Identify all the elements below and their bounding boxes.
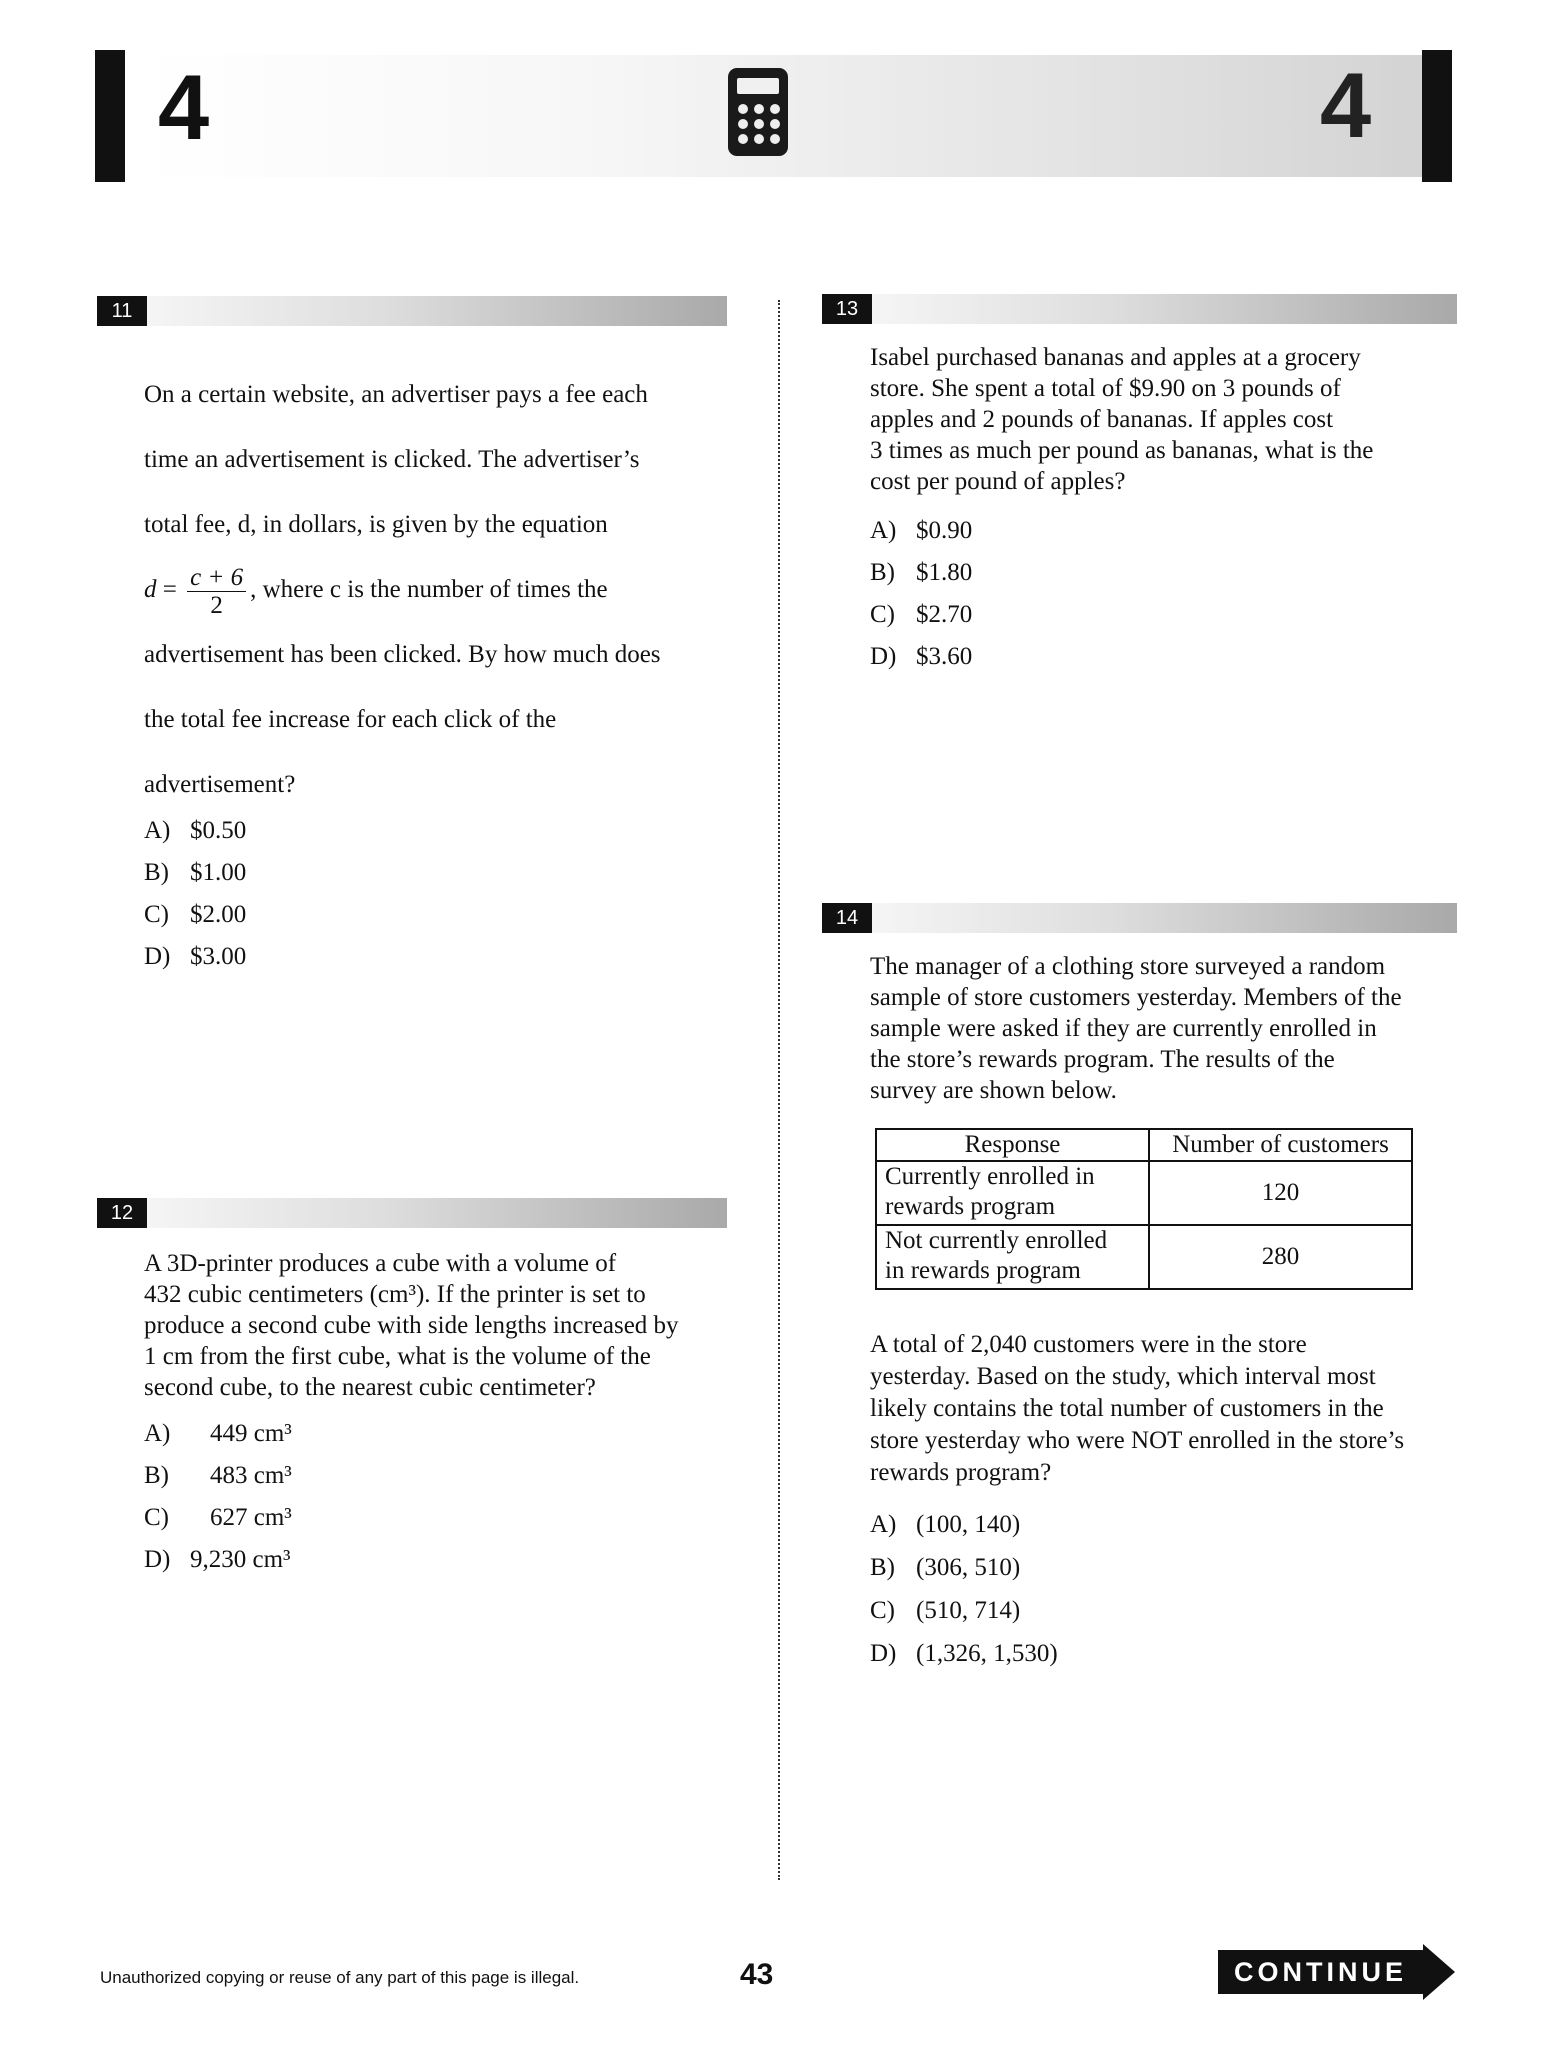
section-number-left: 4 (158, 57, 210, 159)
choice-value: 9,230 cm³ (190, 1546, 291, 1573)
answer-choice[interactable] (870, 594, 972, 636)
answer-choice[interactable] (870, 1632, 1058, 1675)
q12-line: second cube, to the nearest cubic centimeter? (144, 1374, 596, 1401)
answer-choice[interactable] (144, 1413, 292, 1455)
question-11-choices (144, 810, 246, 978)
choice-value: (100, 140) (916, 1511, 1021, 1538)
choice-value: $1.80 (916, 559, 973, 586)
choice-label: C) (870, 601, 895, 628)
question-12-number: 12 (97, 1198, 147, 1228)
choice-value: $0.50 (190, 817, 247, 844)
q13-line: cost per pound of apples? (870, 468, 1126, 495)
q11-line: the total fee increase for each click of the (144, 706, 557, 733)
question-12-bar (97, 1198, 727, 1228)
table-cell-count: 120 (1149, 1161, 1412, 1225)
answer-choice[interactable] (870, 510, 972, 552)
answer-choice[interactable] (144, 1455, 292, 1497)
section-marker-left (95, 50, 125, 182)
answer-choice[interactable] (144, 852, 246, 894)
section-number-right: 4 (1320, 55, 1372, 157)
q11-line: total fee, d, in dollars, is given by the equation (144, 511, 608, 538)
choice-value: $1.00 (190, 859, 247, 886)
choice-value: $3.00 (190, 943, 247, 970)
answer-choice[interactable] (144, 1497, 292, 1539)
q14-line: A total of 2,040 customers were in the store (870, 1331, 1307, 1358)
table-row (876, 1161, 1412, 1225)
q14-line: sample were asked if they are currently enrolled in (870, 1015, 1377, 1042)
answer-choice[interactable] (144, 894, 246, 936)
choice-label: B) (870, 1554, 895, 1581)
choice-value: (306, 510) (916, 1554, 1021, 1581)
q12-line: 432 cubic centimeters (cm³). If the printer is set to (144, 1281, 646, 1308)
choice-label: B) (144, 1462, 169, 1489)
table-cell-response (876, 1161, 1149, 1225)
cell-line: Not currently enrolled (885, 1227, 1108, 1254)
question-13-choices (870, 510, 972, 678)
choice-label: C) (144, 1504, 169, 1531)
q14-line: store yesterday who were NOT enrolled in the store’s (870, 1427, 1405, 1454)
survey-table (875, 1128, 1413, 1290)
answer-choice[interactable] (144, 936, 246, 978)
q14-line: likely contains the total number of customers in the (870, 1395, 1384, 1422)
choice-label: D) (144, 1546, 171, 1573)
arrow-right-icon (1423, 1944, 1455, 2000)
choice-label: C) (870, 1597, 895, 1624)
choice-value: $2.00 (190, 901, 247, 928)
cell-line: rewards program (885, 1193, 1056, 1220)
page-number: 43 (740, 1958, 774, 1991)
question-12-choices (144, 1413, 292, 1581)
q13-line: 3 times as much per pound as bananas, what is the (870, 437, 1374, 464)
q11-eq-tail: , where c is the number of times the (250, 576, 608, 603)
q11-eq-var: d (144, 576, 157, 603)
q11-fraction-numerator: c + 6 (187, 564, 246, 592)
choice-value: 449 cm³ (210, 1420, 292, 1447)
choice-value: (510, 714) (916, 1597, 1021, 1624)
cell-line: in rewards program (885, 1257, 1081, 1284)
question-11-text (144, 362, 734, 817)
choice-label: C) (144, 901, 169, 928)
continue-label: CONTINUE (1218, 1950, 1423, 1994)
q14-line: rewards program? (870, 1459, 1052, 1486)
question-14-text (870, 951, 1470, 1106)
answer-choice[interactable] (870, 552, 972, 594)
q14-line: yesterday. Based on the study, which interval most (870, 1363, 1376, 1390)
question-13-bar (822, 294, 1457, 324)
q11-fraction-denominator: 2 (210, 591, 223, 619)
q12-line: 1 cm from the first cube, what is the volume of the (144, 1343, 651, 1370)
q11-line: advertisement has been clicked. By how much does (144, 641, 661, 668)
choice-value: 627 cm³ (210, 1504, 292, 1531)
question-12-text (144, 1248, 744, 1403)
q14-line: survey are shown below. (870, 1077, 1117, 1104)
choice-value: (1,326, 1,530) (916, 1640, 1058, 1667)
table-header: Number of customers (1149, 1129, 1412, 1161)
q13-line: store. She spent a total of $9.90 on 3 pounds of (870, 375, 1341, 402)
q11-line: time an advertisement is clicked. The advertiser’s (144, 446, 640, 473)
question-14-bar (822, 903, 1457, 933)
answer-choice[interactable] (870, 1589, 1058, 1632)
table-cell-count: 280 (1149, 1225, 1412, 1289)
choice-label: B) (870, 559, 895, 586)
table-row (876, 1225, 1412, 1289)
choice-label: D) (144, 943, 171, 970)
choice-label: A) (144, 817, 171, 844)
q11-equation: d = $\frac{c + 6}{2}$ , where c is the number of times the (144, 563, 608, 619)
question-11-bar (97, 296, 727, 326)
choice-label: D) (870, 1640, 897, 1667)
question-14-number: 14 (822, 903, 872, 933)
q13-line: apples and 2 pounds of bananas. If apples cost (870, 406, 1334, 433)
table-header-row (876, 1129, 1412, 1161)
q11-line: On a certain website, an advertiser pays a fee each (144, 381, 648, 408)
column-divider (778, 300, 780, 1880)
answer-choice[interactable] (870, 1503, 1058, 1546)
q12-line: A 3D-printer produces a cube with a volume of (144, 1250, 617, 1277)
calculator-icon (728, 68, 788, 156)
section-marker-right (1422, 50, 1452, 182)
q14-line: the store’s rewards program. The results of the (870, 1046, 1335, 1073)
question-14-choices (870, 1503, 1058, 1675)
choice-label: A) (870, 517, 897, 544)
copyright-notice: Unauthorized copying or reuse of any part of this page is illegal. (100, 1968, 580, 1987)
choice-value: 483 cm³ (210, 1462, 292, 1489)
continue-button[interactable] (1218, 1944, 1458, 2000)
choice-value: $0.90 (916, 517, 973, 544)
table-cell-response (876, 1225, 1149, 1289)
question-13-text (870, 342, 1460, 497)
answer-choice[interactable] (870, 1546, 1058, 1589)
answer-choice[interactable] (870, 636, 972, 678)
table-header: Response (876, 1129, 1149, 1161)
q13-line: Isabel purchased bananas and apples at a grocery (870, 344, 1361, 371)
choice-label: B) (144, 859, 169, 886)
choice-label: D) (870, 643, 897, 670)
q11-line: advertisement? (144, 771, 296, 798)
question-11-number: 11 (97, 296, 147, 326)
q12-line: produce a second cube with side lengths increased by (144, 1312, 679, 1339)
q14-line: The manager of a clothing store surveyed a random (870, 953, 1386, 980)
question-13-number: 13 (822, 294, 872, 324)
q11-fraction (187, 564, 246, 619)
q14-line: sample of store customers yesterday. Members of the (870, 984, 1402, 1011)
answer-choice[interactable] (144, 810, 246, 852)
choice-value: $2.70 (916, 601, 973, 628)
question-14-prompt (870, 1329, 1470, 1489)
answer-choice[interactable] (144, 1539, 292, 1581)
choice-label: A) (870, 1511, 897, 1538)
choice-label: A) (144, 1420, 171, 1447)
choice-value: $3.60 (916, 643, 973, 670)
cell-line: Currently enrolled in (885, 1163, 1095, 1190)
